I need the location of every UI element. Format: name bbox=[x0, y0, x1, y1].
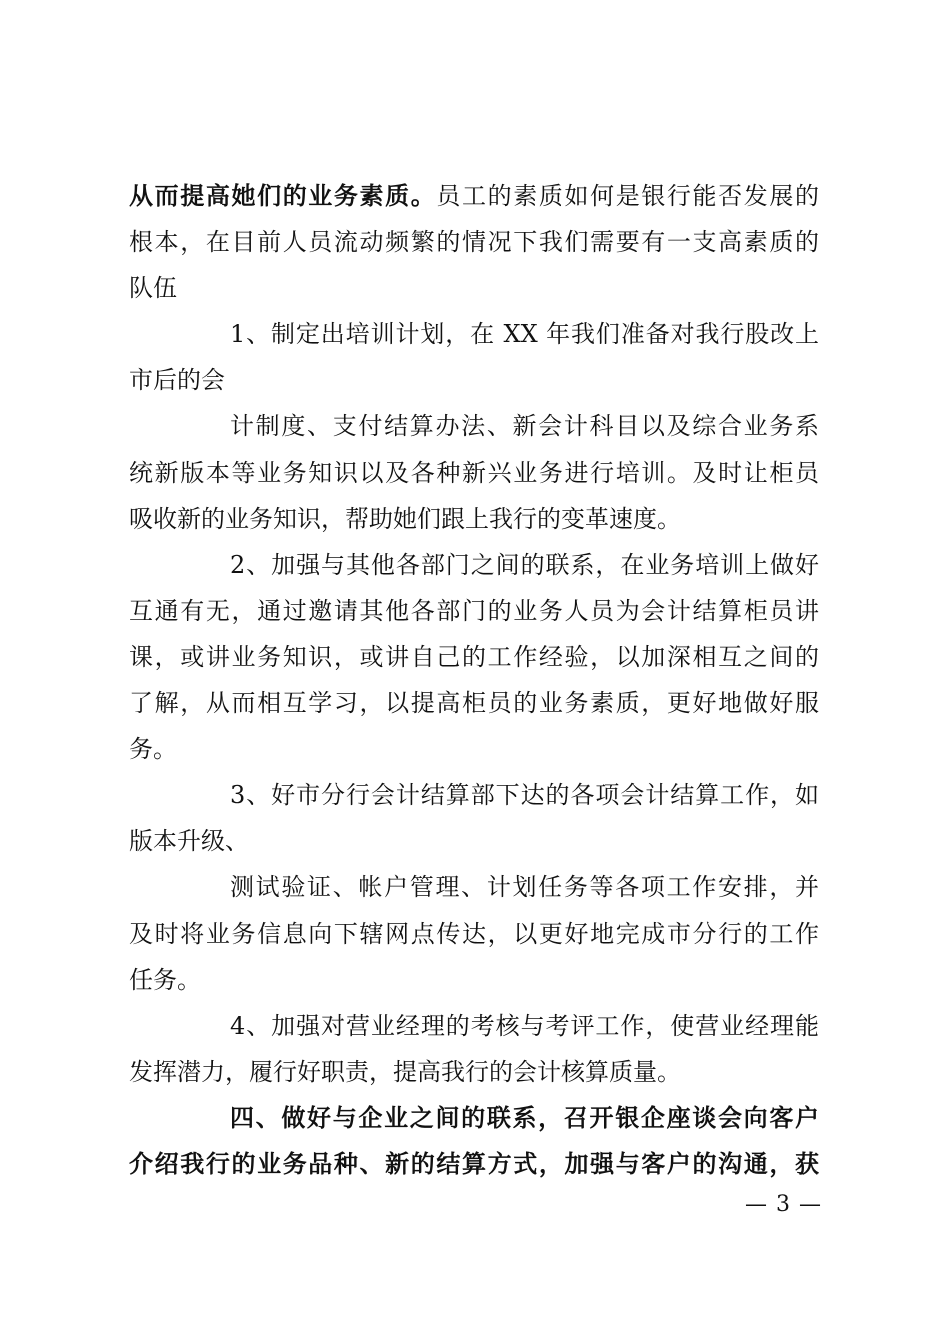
text-line bbox=[129, 588, 819, 634]
body-text bbox=[129, 173, 819, 1187]
text-line bbox=[129, 542, 819, 588]
text-line bbox=[129, 634, 819, 680]
page-number: — 3 — bbox=[745, 1192, 822, 1217]
text-segment: 吸收新的业务知识，帮助她们跟上我行的变革速度。 bbox=[129, 504, 681, 533]
text-line bbox=[129, 680, 819, 726]
text-segment: 及时将业务信息向下辖网点传达，以更好地完成市分行的工作 bbox=[129, 919, 819, 948]
text-line bbox=[129, 403, 819, 449]
text-segment: 课，或讲业务知识，或讲自己的工作经验，以加深相互之间的 bbox=[129, 642, 819, 671]
text-line bbox=[129, 864, 819, 910]
text-line bbox=[129, 957, 819, 1003]
text-segment: 互通有无，通过邀请其他各部门的业务人员为会计结算柜员讲 bbox=[129, 596, 819, 625]
text-line bbox=[129, 1003, 819, 1049]
text-segment: 队伍 bbox=[129, 274, 177, 303]
text-segment: 计制度、支付结算办法、新会计科目以及综合业务系 bbox=[230, 412, 819, 441]
text-line bbox=[129, 911, 819, 957]
text-segment: 根本，在目前人员流动频繁的情况下我们需要有一支高素质的 bbox=[129, 228, 819, 257]
bold-text-segment: 从而提高她们的业务素质。 bbox=[129, 182, 437, 210]
text-segment: 测试验证、帐户管理、计划任务等各项工作安排，并 bbox=[230, 873, 819, 902]
text-segment: 1、制定出培训计划，在 XX 年我们准备对我行股改上 bbox=[230, 320, 819, 349]
text-segment: 统新版本等业务知识以及各种新兴业务进行培训。及时让柜员 bbox=[129, 458, 819, 487]
text-line bbox=[129, 311, 819, 357]
text-line bbox=[129, 1141, 819, 1187]
text-line bbox=[129, 1049, 819, 1095]
text-line bbox=[129, 219, 819, 265]
text-line bbox=[129, 818, 819, 864]
text-segment: 2、加强与其他各部门之间的联系，在业务培训上做好 bbox=[230, 550, 819, 579]
text-segment: 了解，从而相互学习，以提高柜员的业务素质，更好地做好服 bbox=[129, 689, 819, 718]
text-segment: 3、好市分行会计结算部下达的各项会计结算工作，如 bbox=[230, 781, 819, 810]
text-line bbox=[129, 265, 819, 311]
text-line bbox=[129, 173, 819, 219]
text-segment: 发挥潜力，履行好职责，提高我行的会计核算质量。 bbox=[129, 1057, 681, 1086]
text-segment: 4、加强对营业经理的考核与考评工作，使营业经理能 bbox=[230, 1011, 819, 1040]
text-line bbox=[129, 450, 819, 496]
text-line bbox=[129, 726, 819, 772]
text-segment: 市后的会 bbox=[129, 366, 225, 395]
bold-text-segment: 四、做好与企业之间的联系，召开银企座谈会向客户 bbox=[230, 1103, 819, 1132]
text-segment: 员工的素质如何是银行能否发展的 bbox=[436, 182, 819, 210]
bold-text-segment: 介绍我行的业务品种、新的结算方式，加强与客户的沟通，获 bbox=[129, 1149, 819, 1178]
text-line bbox=[129, 1095, 819, 1141]
text-line bbox=[129, 496, 819, 542]
text-segment: 务。 bbox=[129, 735, 177, 764]
text-segment: 任务。 bbox=[129, 965, 201, 994]
text-line bbox=[129, 357, 819, 403]
text-line bbox=[129, 772, 819, 818]
text-segment: 版本升级、 bbox=[129, 827, 249, 856]
